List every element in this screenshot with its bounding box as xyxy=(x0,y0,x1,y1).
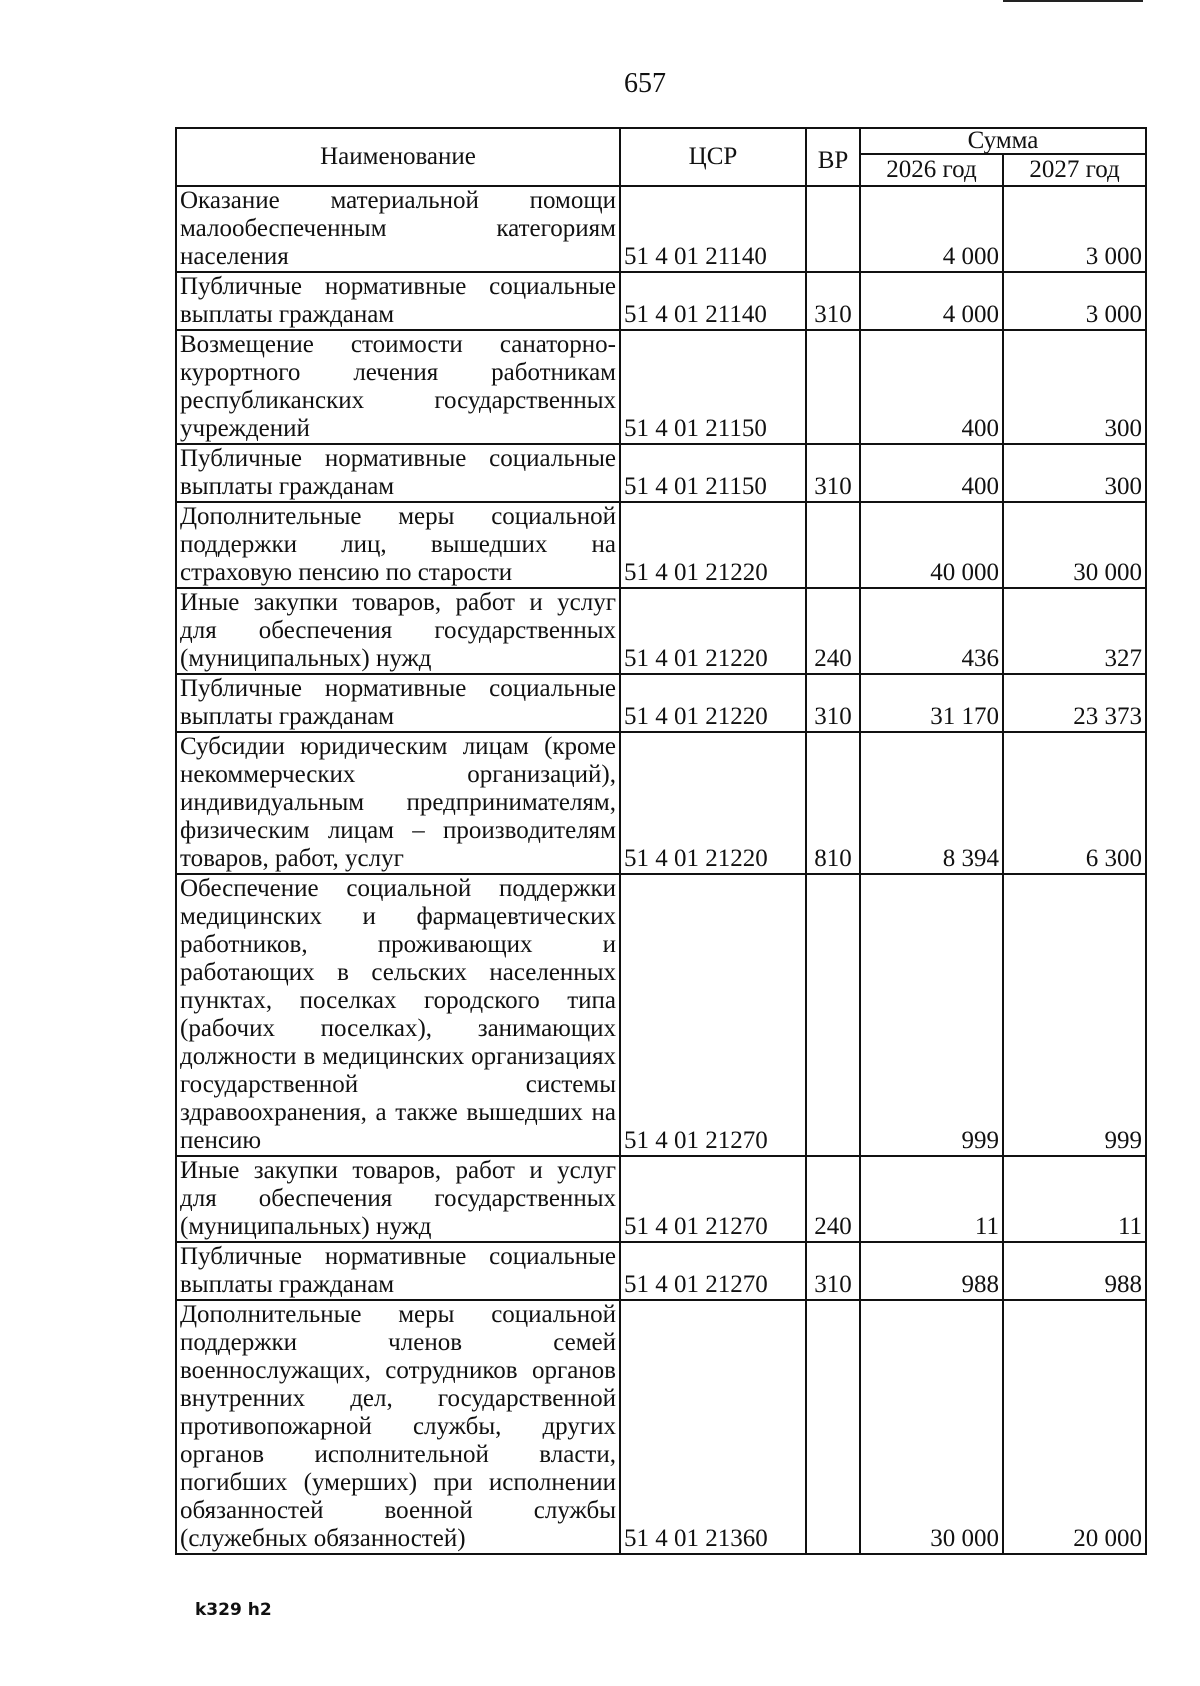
table-row xyxy=(176,186,1146,272)
page-number: 657 xyxy=(624,68,666,99)
row-amount-2027: 6 300 xyxy=(1003,732,1146,874)
row-csr: 51 4 01 21220 xyxy=(620,588,806,674)
row-csr: 51 4 01 21220 xyxy=(620,502,806,588)
row-vr xyxy=(806,1300,860,1554)
row-amount-2026: 4 000 xyxy=(860,186,1003,272)
row-name: Иные закупки товаров, работ и услуг для обеспечения государственных (муниципальных) нужд xyxy=(176,1156,620,1242)
budget-table xyxy=(175,127,1147,1555)
row-amount-2026: 400 xyxy=(860,444,1003,502)
table-row xyxy=(176,732,1146,874)
row-amount-2027: 327 xyxy=(1003,588,1146,674)
row-amount-2027: 11 xyxy=(1003,1156,1146,1242)
row-name: Публичные нормативные социальные выплаты гражданам xyxy=(176,272,620,330)
row-name: Иные закупки товаров, работ и услуг для обеспечения государственных (муниципальных) нужд xyxy=(176,588,620,674)
row-amount-2026: 999 xyxy=(860,874,1003,1156)
row-csr: 51 4 01 21140 xyxy=(620,272,806,330)
table-row xyxy=(176,330,1146,444)
row-csr: 51 4 01 21220 xyxy=(620,674,806,732)
footer-code: k329 h2 xyxy=(195,1600,272,1620)
row-csr: 51 4 01 21270 xyxy=(620,874,806,1156)
row-name: Публичные нормативные социальные выплаты гражданам xyxy=(176,674,620,732)
row-vr xyxy=(806,186,860,272)
row-vr: 310 xyxy=(806,272,860,330)
row-amount-2027: 988 xyxy=(1003,1242,1146,1300)
row-vr xyxy=(806,874,860,1156)
row-vr: 240 xyxy=(806,588,860,674)
row-amount-2026: 4 000 xyxy=(860,272,1003,330)
row-amount-2026: 40 000 xyxy=(860,502,1003,588)
row-csr: 51 4 01 21150 xyxy=(620,444,806,502)
row-csr: 51 4 01 21270 xyxy=(620,1242,806,1300)
top-rule xyxy=(1003,0,1143,2)
table-body xyxy=(176,186,1146,1554)
row-amount-2027: 30 000 xyxy=(1003,502,1146,588)
row-amount-2026: 988 xyxy=(860,1242,1003,1300)
row-vr: 310 xyxy=(806,1242,860,1300)
row-name: Дополнительные меры социальной поддержки лиц, вышедших на страховую пенсию по старости xyxy=(176,502,620,588)
table-row xyxy=(176,588,1146,674)
table-row xyxy=(176,272,1146,330)
row-name: Возмещение стоимости санаторно-курортного лечения работникам республиканских государственных учреждений xyxy=(176,330,620,444)
header-year-2027: 2027 год xyxy=(1003,154,1146,186)
row-amount-2026: 31 170 xyxy=(860,674,1003,732)
header-sum: Сумма xyxy=(860,128,1146,154)
row-amount-2026: 400 xyxy=(860,330,1003,444)
row-amount-2027: 999 xyxy=(1003,874,1146,1156)
header-csr: ЦСР xyxy=(620,128,806,186)
row-name: Публичные нормативные социальные выплаты гражданам xyxy=(176,1242,620,1300)
row-amount-2026: 436 xyxy=(860,588,1003,674)
table-row xyxy=(176,444,1146,502)
row-name: Обеспечение социальной поддержки медицинских и фармацевтических работников, проживающих и работающих в сельских населенных пунктах, поселках городского типа (рабочих поселках), занимающих должности в медицинских организациях государственной системы здравоохранения, а также вышедших на пенсию xyxy=(176,874,620,1156)
row-csr: 51 4 01 21360 xyxy=(620,1300,806,1554)
row-csr: 51 4 01 21140 xyxy=(620,186,806,272)
row-amount-2026: 8 394 xyxy=(860,732,1003,874)
row-amount-2026: 30 000 xyxy=(860,1300,1003,1554)
row-vr: 810 xyxy=(806,732,860,874)
table-row xyxy=(176,502,1146,588)
row-vr: 240 xyxy=(806,1156,860,1242)
row-amount-2027: 3 000 xyxy=(1003,186,1146,272)
row-name: Публичные нормативные социальные выплаты гражданам xyxy=(176,444,620,502)
table-row xyxy=(176,1242,1146,1300)
table-header xyxy=(176,128,1146,186)
header-year-2026: 2026 год xyxy=(860,154,1003,186)
table-row xyxy=(176,874,1146,1156)
row-vr xyxy=(806,502,860,588)
table-row xyxy=(176,1156,1146,1242)
row-amount-2027: 20 000 xyxy=(1003,1300,1146,1554)
row-name: Субсидии юридическим лицам (кроме некоммерческих организаций), индивидуальным предпринимателям, физическим лицам – производителям товаров, работ, услуг xyxy=(176,732,620,874)
row-name: Дополнительные меры социальной поддержки членов семей военнослужащих, сотрудников органов внутренних дел, государственной противопожарной службы, других органов исполнительной власти, погибших (умерших) при исполнении обязанностей военной службы (служебных обязанностей) xyxy=(176,1300,620,1554)
row-amount-2026: 11 xyxy=(860,1156,1003,1242)
row-csr: 51 4 01 21270 xyxy=(620,1156,806,1242)
table-row xyxy=(176,674,1146,732)
row-amount-2027: 3 000 xyxy=(1003,272,1146,330)
row-name: Оказание материальной помощи малообеспеченным категориям населения xyxy=(176,186,620,272)
row-vr: 310 xyxy=(806,674,860,732)
row-amount-2027: 23 373 xyxy=(1003,674,1146,732)
row-csr: 51 4 01 21150 xyxy=(620,330,806,444)
row-amount-2027: 300 xyxy=(1003,444,1146,502)
row-vr: 310 xyxy=(806,444,860,502)
row-vr xyxy=(806,330,860,444)
row-amount-2027: 300 xyxy=(1003,330,1146,444)
header-name: Наименование xyxy=(176,128,620,186)
row-csr: 51 4 01 21220 xyxy=(620,732,806,874)
header-vr: ВР xyxy=(806,128,860,186)
table-row xyxy=(176,1300,1146,1554)
